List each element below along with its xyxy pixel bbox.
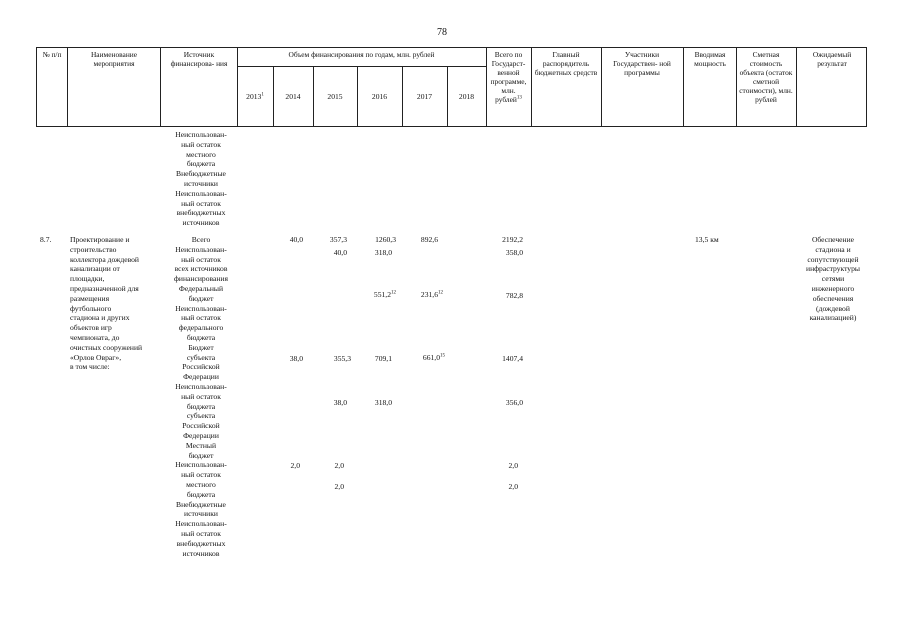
value-cell: 318,0 xyxy=(374,248,392,257)
value-cell: 356,0 xyxy=(505,398,523,407)
value-cell: 2192,2 xyxy=(502,235,523,244)
header-total: Всего по Государст- венной программе, млн. рублей$^{13}$ xyxy=(490,50,527,104)
value-cell: 357,3 xyxy=(329,235,347,244)
header-manager: Главный распорядитель бюджетных средств xyxy=(534,50,598,77)
result-cell: Обеспечение стадиона и сопутствующей инфраструктуры сетями инженерного обеспечения (дождевой канализацией) xyxy=(806,235,860,323)
header-participants: Участники Государствен- ной программы xyxy=(613,50,671,77)
header-result: Ожидаемый результат xyxy=(812,50,852,68)
header-source: Источник финансирова- ния xyxy=(170,50,228,68)
header-estimate: Сметная стоимость объекта (остаток сметной стоимости), млн. рублей xyxy=(739,50,793,104)
header-num: № п/п xyxy=(42,50,62,59)
value-cell: 2,0 xyxy=(290,461,300,470)
value-cell: 1407,4 xyxy=(502,354,523,363)
header-year-2013: 2013$^1$ xyxy=(246,92,264,101)
value-cell: 318,0 xyxy=(374,398,392,407)
row-number: 8.7. xyxy=(40,235,52,244)
col-divider xyxy=(486,48,487,126)
header-name: Наименование мероприятия xyxy=(90,50,138,68)
value-cell: 2,0 xyxy=(334,461,344,470)
value-cell: 661,0$^{15}$ xyxy=(422,353,445,362)
header-year-2017: 2017 xyxy=(416,92,433,101)
row-divider xyxy=(237,66,486,67)
col-divider xyxy=(736,48,737,126)
header-capacity: Вводимая мощность xyxy=(694,50,726,68)
value-cell: 709,1 xyxy=(374,354,392,363)
source-cell: Неиспользован- ный остаток местного бюджета Внебюджетные источники Неиспользован- ный остаток внебюджетных источников xyxy=(175,130,227,228)
value-cell: 358,0 xyxy=(505,248,523,257)
col-divider xyxy=(160,48,161,126)
value-cell: 38,0 xyxy=(289,354,303,363)
value-cell: 892,6 xyxy=(420,235,438,244)
col-divider xyxy=(237,48,238,126)
value-cell: 1260,3 xyxy=(375,235,396,244)
value-cell: 40,0 xyxy=(289,235,303,244)
value-cell: 2,0 xyxy=(334,482,344,491)
col-divider xyxy=(531,48,532,126)
header-volume: Объем финансирования по годам, млн. рублей xyxy=(288,50,435,59)
col-divider xyxy=(683,48,684,126)
row-name: Проектирование и строительство коллектора дождевой канализации от площадки, предназначенной для размещения футбольного стадиона и других объектов игр чемпионата, до очистных сооружений «Орлов Овраг», в том числе: xyxy=(70,235,143,372)
source-cell: Всего Неиспользован- ный остаток всех источников финансирования Федеральный бюджет Неиспользован- ный остаток федерального бюджета Бюджет субъекта Российской Федерации Неиспользован- ный остаток бюджета субъекта Российской Федерации Местный бюджет Неиспользован- ный остаток местного бюджета Внебюджетные источники Неиспользован- ный остаток внебюджетных источников xyxy=(174,235,228,558)
col-divider xyxy=(796,48,797,126)
value-cell: 782,8 xyxy=(505,291,523,300)
capacity-cell: 13,5 км xyxy=(695,235,719,244)
value-cell: 38,0 xyxy=(333,398,347,407)
value-cell: 2,0 xyxy=(508,482,518,491)
header-year-2015: 2015 xyxy=(327,92,343,101)
value-cell: 355,3 xyxy=(333,354,351,363)
page-number: 78 xyxy=(437,27,447,38)
header-year-2018: 2018 xyxy=(458,92,475,101)
table-header xyxy=(36,47,867,127)
value-cell: 40,0 xyxy=(333,248,347,257)
header-year-2014: 2014 xyxy=(285,92,301,101)
value-cell: 2,0 xyxy=(508,461,518,470)
value-cell: 551,2$^{12}$ xyxy=(373,290,396,299)
header-year-2016: 2016 xyxy=(371,92,388,101)
col-divider xyxy=(67,48,68,126)
col-divider xyxy=(601,48,602,126)
value-cell: 231,6$^{12}$ xyxy=(420,290,443,299)
